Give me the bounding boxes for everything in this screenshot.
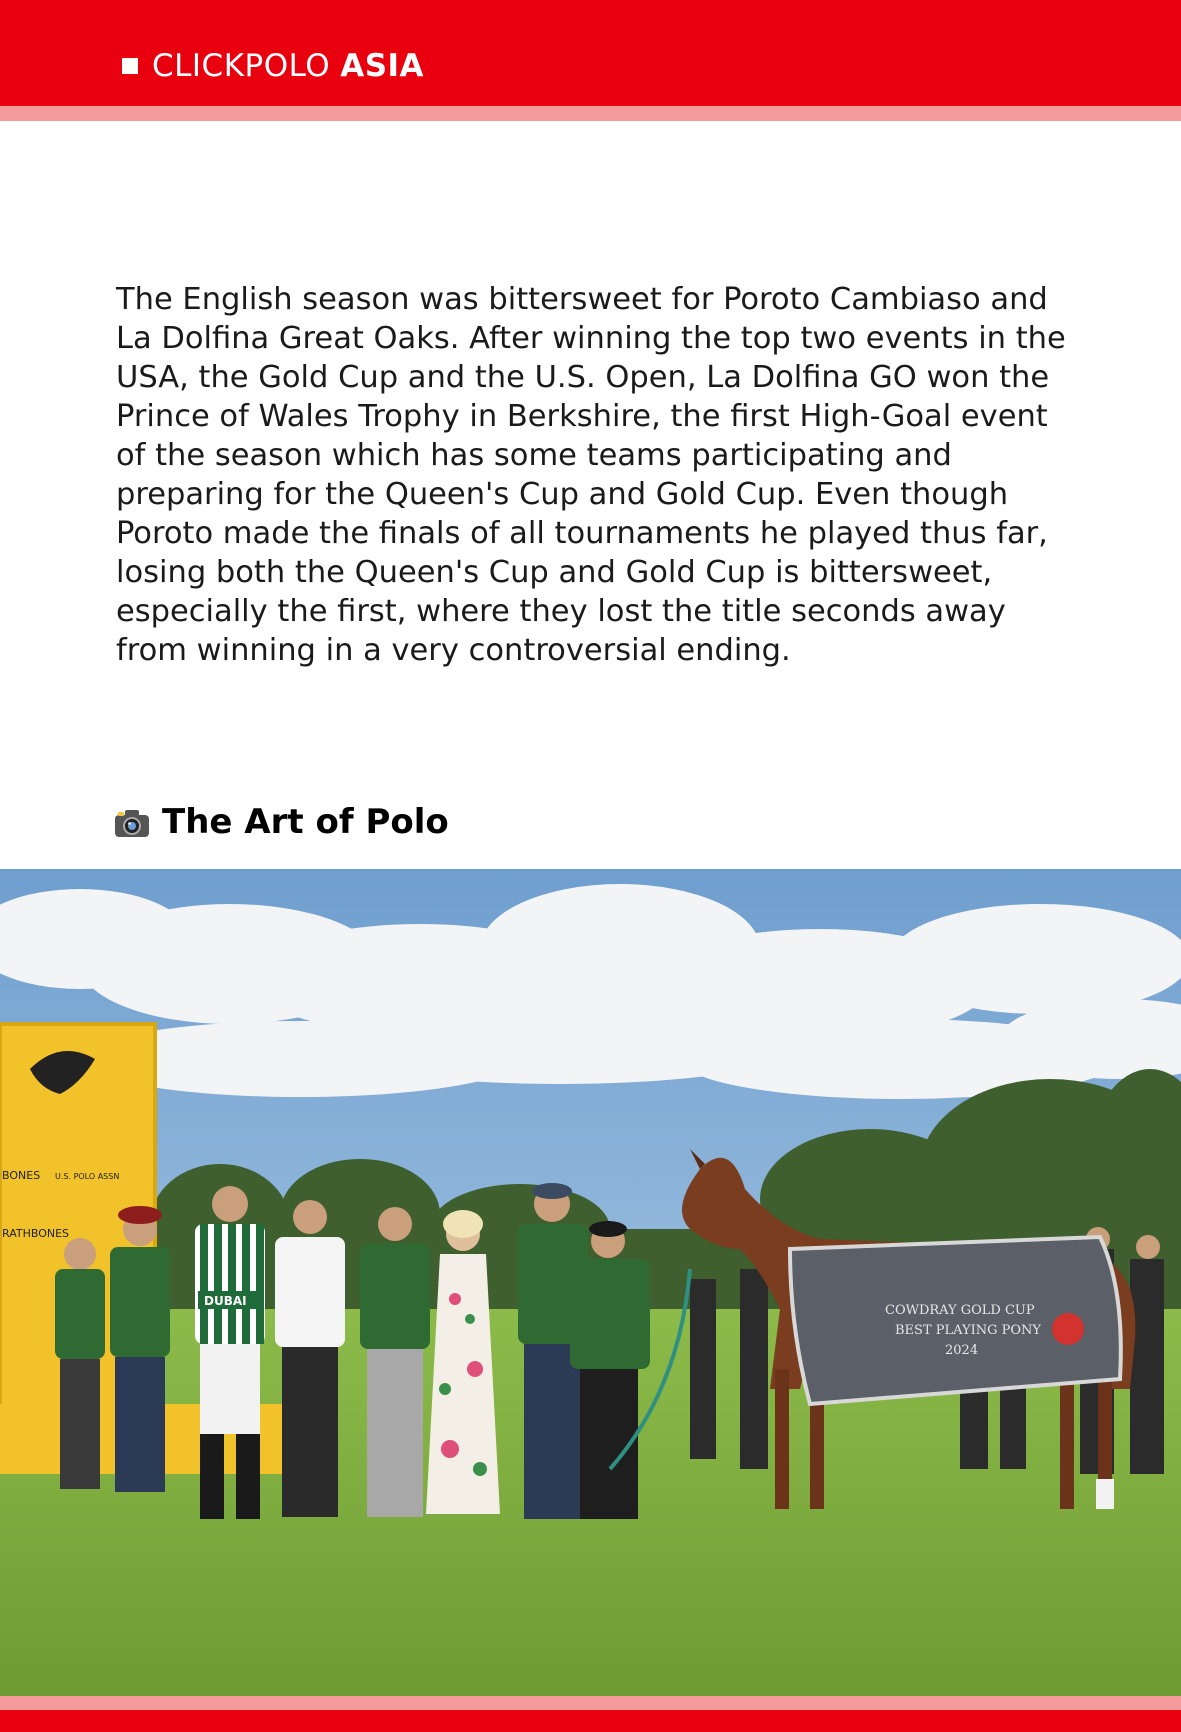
header-stripe (0, 106, 1181, 121)
square-icon (122, 58, 138, 74)
article-paragraph: The English season was bittersweet for Poroto Cambiaso and La Dolfina Great Oaks. After winning the top two events in the USA, the Gold Cup and the U.S. Open, La Dolfina GO won the Prince of Wales Trophy in Berkshire, the first High-Goal event of the season which has some teams participating and preparing for the Queen's Cup and Gold Cup. Even though Poroto made the finals of all tournaments he played thus far, losing both the Queen's Cup and Gold Cup is bittersweet, especially the first, where they lost the title seconds away from winning in a very controversial ending. (116, 282, 1066, 668)
svg-text:2024: 2024 (945, 1343, 979, 1358)
section-title: The Art of Polo (162, 802, 449, 842)
brand-primary: CLICKPOLO (152, 48, 331, 84)
svg-text:COWDRAY GOLD CUP: COWDRAY GOLD CUP (885, 1303, 1035, 1318)
clouds (0, 884, 1181, 1099)
svg-text:BEST PLAYING PONY: BEST PLAYING PONY (895, 1323, 1041, 1338)
svg-text:DUBAI: DUBAI (204, 1294, 247, 1308)
polo-team-photo (0, 869, 1181, 1696)
brand-secondary: ASIA (340, 48, 425, 84)
footer-stripe (0, 1696, 1181, 1710)
svg-text:RATHBONES: RATHBONES (2, 1227, 70, 1240)
svg-text:U.S. POLO ASSN: U.S. POLO ASSN (55, 1172, 120, 1181)
header-bar (0, 0, 1181, 106)
svg-text:BONES: BONES (2, 1169, 41, 1182)
brand-logo[interactable] (122, 48, 424, 84)
footer-bar (0, 1710, 1181, 1732)
section-heading (114, 802, 449, 842)
camera-icon (114, 807, 150, 837)
